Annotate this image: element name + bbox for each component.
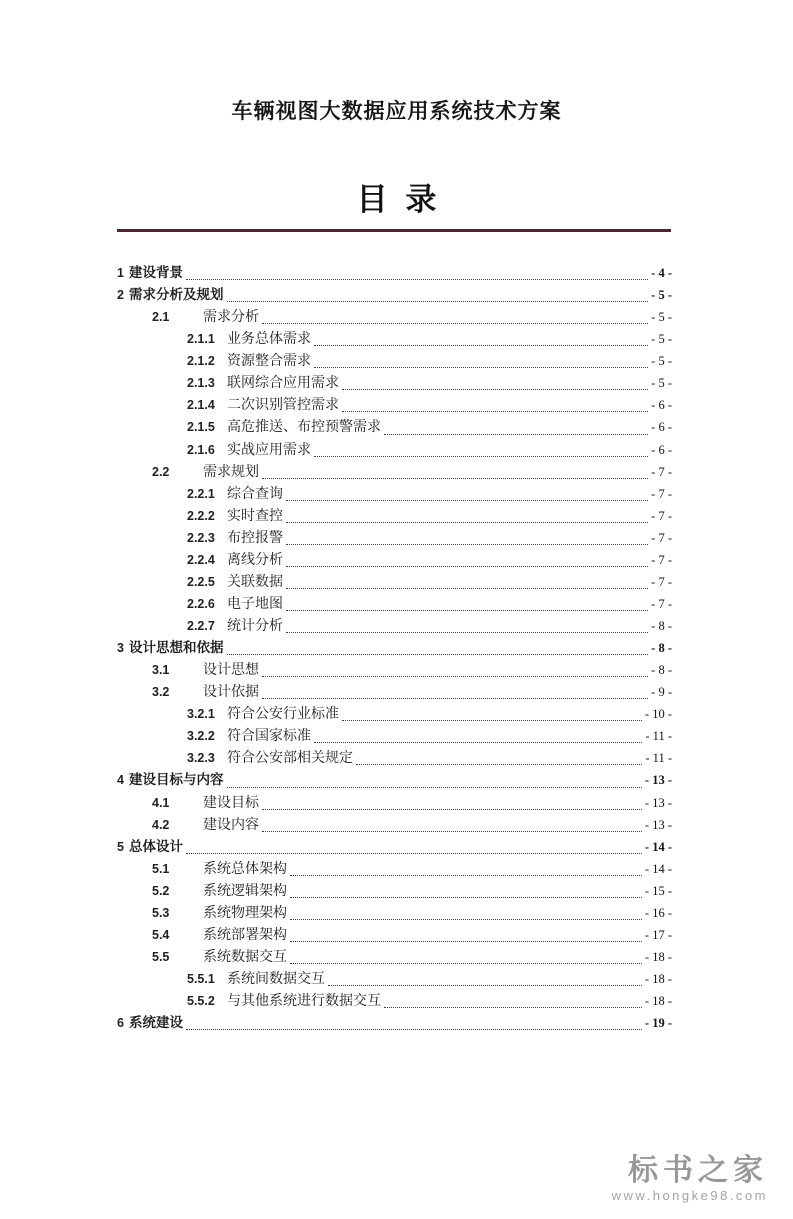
toc-list: [117, 262, 672, 1034]
toc-entry-number: 3.2.2: [187, 729, 215, 744]
toc-entry-page: - 19 -: [644, 1016, 672, 1031]
document-page: [0, 97, 793, 1203]
toc-entry-number: 5: [117, 839, 124, 854]
toc-entry-page: - 7 -: [651, 486, 672, 501]
toc-entry-label: 系统数据交互: [203, 949, 287, 965]
toc-entry-number: 1: [117, 266, 124, 280]
toc-entry-number: 5.5.1: [187, 972, 215, 986]
toc-entry[interactable]: [117, 1012, 672, 1034]
toc-entry-label: 电子地图: [227, 596, 283, 612]
toc-entry[interactable]: [117, 836, 672, 858]
toc-entry-label: 需求分析: [203, 310, 259, 326]
toc-entry[interactable]: [117, 703, 672, 725]
toc-entry-number: 2.1.3: [187, 376, 215, 391]
toc-entry[interactable]: [117, 990, 672, 1012]
toc-entry[interactable]: [117, 814, 672, 836]
toc-entry-number: 2.2.4: [187, 552, 215, 567]
toc-leader-dots: [314, 742, 642, 743]
toc-entry-label: 关联数据: [227, 574, 283, 590]
toc-leader-dots: [314, 345, 648, 346]
toc-entry-page: - 7 -: [651, 552, 672, 567]
toc-entry-number: 2.1.5: [187, 420, 215, 435]
toc-entry[interactable]: [117, 328, 672, 350]
toc-entry-page: - 11 -: [645, 751, 672, 766]
toc-entry-label: 建设背景: [129, 265, 183, 280]
toc-entry[interactable]: [117, 461, 672, 483]
toc-entry-number: 6: [117, 1016, 124, 1031]
toc-entry-label: 设计思想: [203, 663, 259, 679]
toc-entry-number: 2.2.2: [187, 508, 215, 523]
toc-entry[interactable]: [117, 880, 672, 902]
toc-entry-number: 2.1.2: [187, 354, 215, 369]
toc-leader-dots: [286, 632, 648, 633]
toc-entry-number: 4.2: [152, 817, 170, 832]
toc-entry-number: 2.2.1: [187, 486, 215, 501]
toc-leader-dots: [262, 478, 648, 479]
toc-leader-dots: [290, 897, 642, 898]
toc-leader-dots: [286, 588, 648, 589]
toc-leader-dots: [286, 522, 648, 523]
toc-heading: 目 录: [356, 182, 437, 217]
toc-entry[interactable]: [117, 262, 672, 284]
toc-entry[interactable]: [117, 505, 672, 527]
toc-entry-number: 2: [117, 288, 124, 303]
toc-entry-page: - 5 -: [651, 332, 672, 347]
toc-entry-number: 5.1: [152, 861, 170, 876]
toc-entry[interactable]: [117, 902, 672, 924]
toc-entry-label: 二次识别管控需求: [227, 398, 339, 414]
toc-leader-dots: [342, 720, 642, 721]
toc-entry-number: 2.2.6: [187, 596, 215, 611]
toc-entry-page: - 7 -: [651, 508, 672, 523]
toc-entry-page: - 16 -: [644, 905, 672, 920]
toc-entry-number: 5.5: [152, 949, 170, 964]
toc-entry-label: 系统物理架构: [203, 905, 287, 921]
toc-leader-dots: [186, 1029, 642, 1030]
toc-leader-dots: [290, 963, 642, 964]
toc-entry[interactable]: [117, 924, 672, 946]
toc-entry[interactable]: [117, 284, 672, 306]
toc-entry[interactable]: [117, 593, 672, 615]
toc-entry-page: - 5 -: [651, 310, 672, 325]
toc-entry-number: 5.2: [152, 883, 170, 898]
toc-entry-page: - 8 -: [651, 619, 672, 633]
toc-entry-label: 系统总体架构: [203, 861, 287, 877]
toc-entry-number: 2.1.4: [187, 398, 215, 413]
toc-entry-label: 需求分析及规划: [129, 287, 224, 303]
toc-entry[interactable]: [117, 394, 672, 416]
toc-entry[interactable]: [117, 747, 672, 769]
toc-entry-page: - 6 -: [651, 398, 672, 413]
toc-leader-dots: [384, 434, 648, 435]
toc-entry[interactable]: [117, 946, 672, 968]
toc-entry-label: 系统建设: [129, 1015, 183, 1031]
toc-entry-page: - 4 -: [651, 266, 672, 280]
toc-leader-dots: [262, 698, 648, 699]
toc-entry-label: 建设目标: [203, 795, 259, 811]
toc-entry-page: - 6 -: [651, 442, 672, 457]
toc-entry-page: - 17 -: [644, 927, 672, 942]
toc-entry-label: 设计依据: [203, 685, 259, 701]
toc-entry-page: - 13 -: [644, 773, 672, 788]
toc-entry-page: - 5 -: [651, 354, 672, 369]
toc-entry-number: 3.2.1: [187, 707, 215, 722]
toc-entry[interactable]: [117, 659, 672, 681]
toc-leader-dots: [186, 853, 642, 854]
toc-entry-label: 建设内容: [203, 817, 259, 833]
toc-leader-dots: [290, 919, 642, 920]
toc-leader-dots: [314, 367, 648, 368]
toc-leader-dots: [356, 764, 642, 765]
toc-entry[interactable]: [117, 416, 672, 438]
toc-entry-page: - 5 -: [651, 376, 672, 391]
toc-entry-label: 统计分析: [227, 619, 283, 634]
toc-entry-page: - 13 -: [644, 817, 672, 832]
document-title: 车辆视图大数据应用系统技术方案: [231, 99, 562, 123]
toc-leader-dots: [262, 323, 648, 324]
toc-leader-dots: [314, 456, 648, 457]
toc-leader-dots: [286, 500, 648, 501]
toc-entry-page: - 13 -: [644, 795, 672, 810]
toc-leader-dots: [227, 787, 642, 788]
toc-leader-dots: [286, 566, 648, 567]
toc-entry-page: - 6 -: [651, 420, 672, 435]
toc-entry-number: 5.4: [152, 927, 170, 942]
toc-entry-label: 业务总体需求: [227, 332, 311, 348]
toc-entry-label: 系统逻辑架构: [203, 883, 287, 899]
toc-entry-label: 与其他系统进行数据交互: [227, 994, 381, 1010]
toc-entry[interactable]: [117, 681, 672, 703]
toc-entry[interactable]: [117, 350, 672, 372]
toc-entry-label: 联网综合应用需求: [227, 376, 339, 392]
toc-entry-page: - 18 -: [644, 994, 672, 1009]
toc-entry-page: - 7 -: [651, 464, 672, 479]
toc-entry-number: 2.2: [152, 464, 170, 479]
toc-entry[interactable]: [117, 858, 672, 880]
toc-entry-number: 5.5.2: [187, 994, 215, 1009]
toc-entry[interactable]: [117, 372, 672, 394]
toc-entry[interactable]: [117, 439, 672, 461]
toc-entry[interactable]: [117, 549, 672, 571]
toc-entry-label: 资源整合需求: [227, 354, 311, 370]
toc-entry[interactable]: [117, 306, 672, 328]
toc-entry-number: 2.2.3: [187, 530, 215, 545]
toc-leader-dots: [328, 985, 642, 986]
toc-entry-page: - 5 -: [651, 288, 672, 303]
toc-entry[interactable]: [117, 483, 672, 505]
toc-entry-page: - 18 -: [644, 949, 672, 964]
toc-entry-label: 需求规划: [203, 464, 259, 480]
toc-leader-dots: [262, 809, 642, 810]
toc-entry-number: 3.2.3: [187, 751, 215, 766]
toc-entry-number: 2.2.5: [187, 574, 215, 589]
toc-leader-dots: [290, 941, 642, 942]
toc-leader-dots: [384, 1007, 642, 1008]
toc-entry-number: 2.1: [152, 310, 170, 325]
toc-entry-label: 符合国家标准: [227, 729, 311, 745]
toc-entry[interactable]: [117, 637, 672, 659]
toc-entry-number: 2.1.6: [187, 442, 215, 457]
toc-entry-label: 建设目标与内容: [129, 772, 224, 788]
toc-leader-dots: [262, 676, 648, 677]
toc-entry-label: 总体设计: [129, 838, 183, 854]
toc-leader-dots: [286, 544, 648, 545]
toc-entry-number: 4.1: [152, 795, 170, 810]
toc-entry-page: - 7 -: [651, 530, 672, 545]
toc-entry-number: 5.3: [152, 905, 170, 920]
toc-entry-label: 布控报警: [227, 530, 283, 546]
toc-leader-dots: [342, 389, 648, 390]
toc-entry-page: - 10 -: [644, 707, 672, 722]
toc-entry[interactable]: [117, 527, 672, 549]
watermark-url: www.hongke98.com: [611, 1188, 768, 1203]
toc-entry-page: - 7 -: [651, 596, 672, 611]
toc-entry-label: 系统部署架构: [203, 927, 287, 943]
toc-entry-label: 设计思想和依据: [129, 640, 224, 656]
toc-entry-page: - 11 -: [645, 729, 672, 744]
toc-divider: [117, 229, 671, 232]
toc-entry-page: - 15 -: [644, 883, 672, 898]
toc-entry-number: 4: [117, 773, 124, 788]
toc-entry[interactable]: [117, 792, 672, 814]
toc-entry-number: 3.2: [152, 685, 170, 700]
toc-entry-label: 符合公安行业标准: [227, 707, 339, 723]
toc-leader-dots: [262, 831, 642, 832]
toc-entry[interactable]: [117, 615, 672, 637]
toc-entry-page: - 14 -: [644, 839, 672, 854]
toc-leader-dots: [286, 610, 648, 611]
toc-entry-page: - 8 -: [651, 641, 672, 656]
toc-entry-label: 系统间数据交互: [227, 972, 325, 987]
toc-entry-label: 实战应用需求: [227, 442, 311, 458]
toc-entry-page: - 18 -: [644, 972, 672, 986]
toc-entry-label: 高危推送、布控预警需求: [227, 420, 381, 436]
toc-entry-page: - 8 -: [651, 663, 672, 678]
toc-entry-number: 3: [117, 641, 124, 656]
toc-leader-dots: [342, 411, 648, 412]
toc-leader-dots: [227, 301, 649, 302]
toc-entry-number: 3.1: [152, 663, 170, 678]
toc-entry-label: 离线分析: [227, 552, 283, 568]
watermark: [612, 1155, 768, 1203]
toc-entry[interactable]: [117, 968, 672, 990]
toc-entry-page: - 14 -: [644, 861, 672, 876]
toc-leader-dots: [227, 654, 649, 655]
toc-entry-number: 2.2.7: [187, 619, 215, 633]
toc-entry[interactable]: [117, 725, 672, 747]
toc-entry[interactable]: [117, 571, 672, 593]
toc-entry-label: 综合查询: [227, 486, 283, 502]
toc-entry-page: - 9 -: [651, 685, 672, 700]
toc-entry-label: 符合公安部相关规定: [227, 751, 353, 767]
watermark-brand-logo: 标书之家: [628, 1154, 768, 1187]
toc-entry-label: 实时查控: [227, 508, 283, 524]
toc-entry-number: 2.1.1: [187, 332, 215, 347]
toc-entry[interactable]: [117, 769, 672, 791]
toc-entry-page: - 7 -: [651, 574, 672, 589]
toc-leader-dots: [290, 875, 642, 876]
toc-leader-dots: [186, 279, 648, 280]
